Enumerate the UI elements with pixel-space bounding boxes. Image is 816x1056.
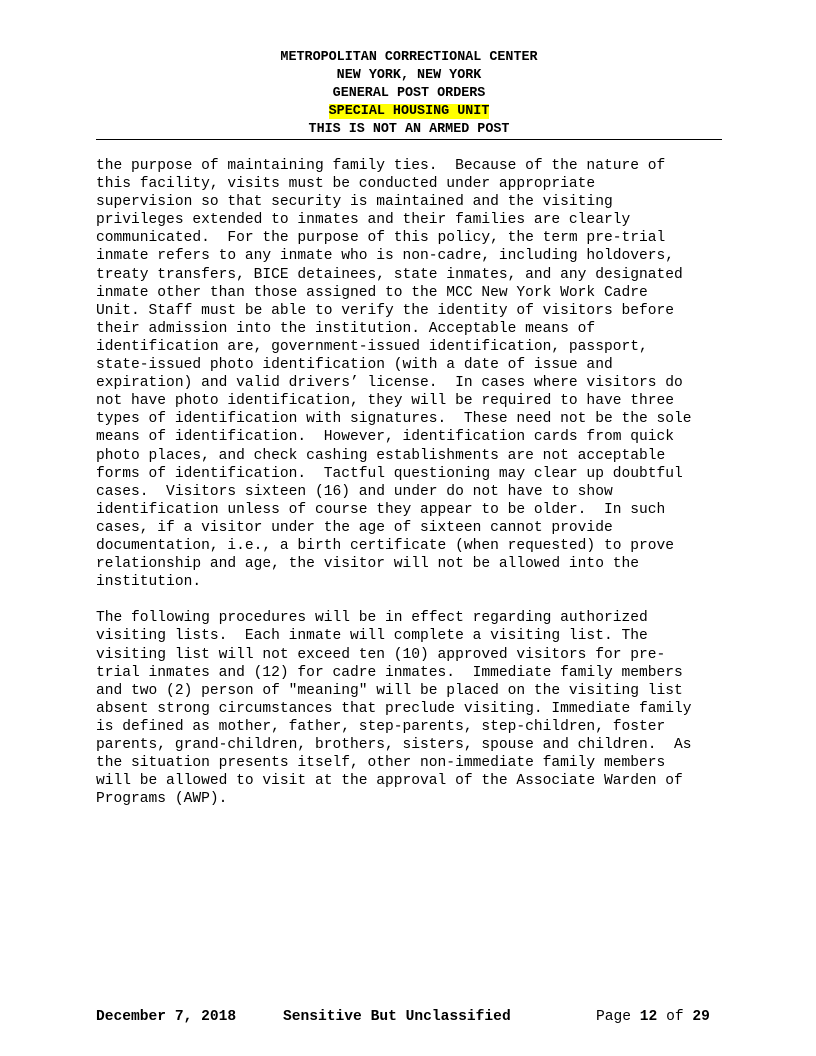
- text-line: the purpose of maintaining family ties. Because of the nature of: [96, 158, 666, 174]
- header-title-line-3: GENERAL POST ORDERS: [332, 86, 486, 101]
- text-line: trial inmates and (12) for cadre inmates. Immediate family members: [96, 664, 683, 681]
- text-line: parents, grand-children, brothers, sisters, spouse and children. As: [96, 737, 692, 753]
- page-total: 29: [692, 1009, 710, 1025]
- text-line: expiration) and valid drivers’ license. In cases where visitors do: [96, 375, 683, 392]
- footer-page-number: [596, 1008, 710, 1026]
- text-line: forms of identification. Tactful questioning may clear up doubtful: [96, 465, 683, 482]
- text-line: this facility, visits must be conducted under appropriate: [96, 176, 596, 193]
- text-line: supervision so that security is maintained and the visiting: [96, 194, 613, 211]
- document-header: [96, 49, 722, 139]
- text-line: types of identification with signatures. These need not be the sole: [96, 411, 692, 428]
- text-line: inmate other than those assigned to the MCC New York Work Cadre: [96, 284, 648, 301]
- text-line: photo places, and check cashing establishments are not acceptable: [96, 447, 666, 464]
- text-line: the situation presents itself, other non-immediate family members: [96, 755, 666, 772]
- footer-classification: Sensitive But Unclassified: [283, 1009, 511, 1025]
- text-line: institution.: [96, 574, 202, 591]
- text-line: documentation, i.e., a birth certificate (when requested) to prove: [96, 537, 675, 554]
- text-line: communicated. For the purpose of this policy, the term pre-trial: [96, 230, 666, 247]
- header-title-line-2: NEW YORK, NEW YORK: [336, 68, 482, 83]
- text-line: absent strong circumstances that preclude visiting. Immediate family: [96, 700, 692, 717]
- page-label: Page: [596, 1009, 632, 1025]
- text-line: Unit. Staff must be able to verify the identity of visitors before: [96, 302, 675, 319]
- text-line: privileges extended to inmates and their families are clearly: [96, 212, 631, 229]
- document-body: [96, 157, 756, 808]
- header-post-note: THIS IS NOT AN ARMED POST: [308, 122, 510, 137]
- document-footer: [96, 1008, 736, 1026]
- text-line: means of identification. However, identification cards from quick: [96, 429, 675, 446]
- header-highlighted-unit: SPECIAL HOUSING UNIT: [328, 104, 490, 119]
- text-line: relationship and age, the visitor will not be allowed into the: [96, 556, 639, 573]
- text-line: visiting lists. Each inmate will complete a visiting list. The: [96, 628, 648, 645]
- text-line: not have photo identification, they will be required to have three: [96, 393, 675, 410]
- text-line: and two (2) person of "meaning" will be placed on the visiting list: [96, 682, 683, 699]
- text-line: identification unless of course they appear to be older. In such: [96, 501, 666, 518]
- text-line: visiting list will not exceed ten (10) approved visitors for pre-: [96, 646, 666, 663]
- text-line: will be allowed to visit at the approval of the Associate Warden of: [96, 773, 683, 790]
- text-line: cases. Visitors sixteen (16) and under do not have to show: [96, 483, 613, 500]
- header-divider: [96, 139, 722, 140]
- text-line: treaty transfers, BICE detainees, state inmates, and any designated: [96, 266, 683, 283]
- text-line: Programs (AWP).: [96, 791, 228, 808]
- text-line: their admission into the institution. Acceptable means of: [96, 320, 596, 337]
- text-line: cases, if a visitor under the age of sixteen cannot provide: [96, 519, 613, 536]
- paragraph-identification: [96, 157, 756, 591]
- page-of-label: of: [666, 1009, 684, 1025]
- page-current: 12: [639, 1009, 658, 1025]
- text-line: inmate refers to any inmate who is non-cadre, including holdovers,: [96, 248, 675, 265]
- paragraph-visiting-lists: [96, 609, 756, 808]
- text-line: state-issued photo identification (with a date of issue and: [96, 357, 613, 374]
- header-title-line-1: METROPOLITAN CORRECTIONAL CENTER: [280, 50, 538, 65]
- text-line: identification are, government-issued identification, passport,: [96, 338, 648, 355]
- footer-date: December 7, 2018: [96, 1009, 237, 1025]
- text-line: The following procedures will be in effect regarding authorized: [96, 610, 648, 627]
- text-line: is defined as mother, father, step-parents, step-children, foster: [96, 718, 666, 735]
